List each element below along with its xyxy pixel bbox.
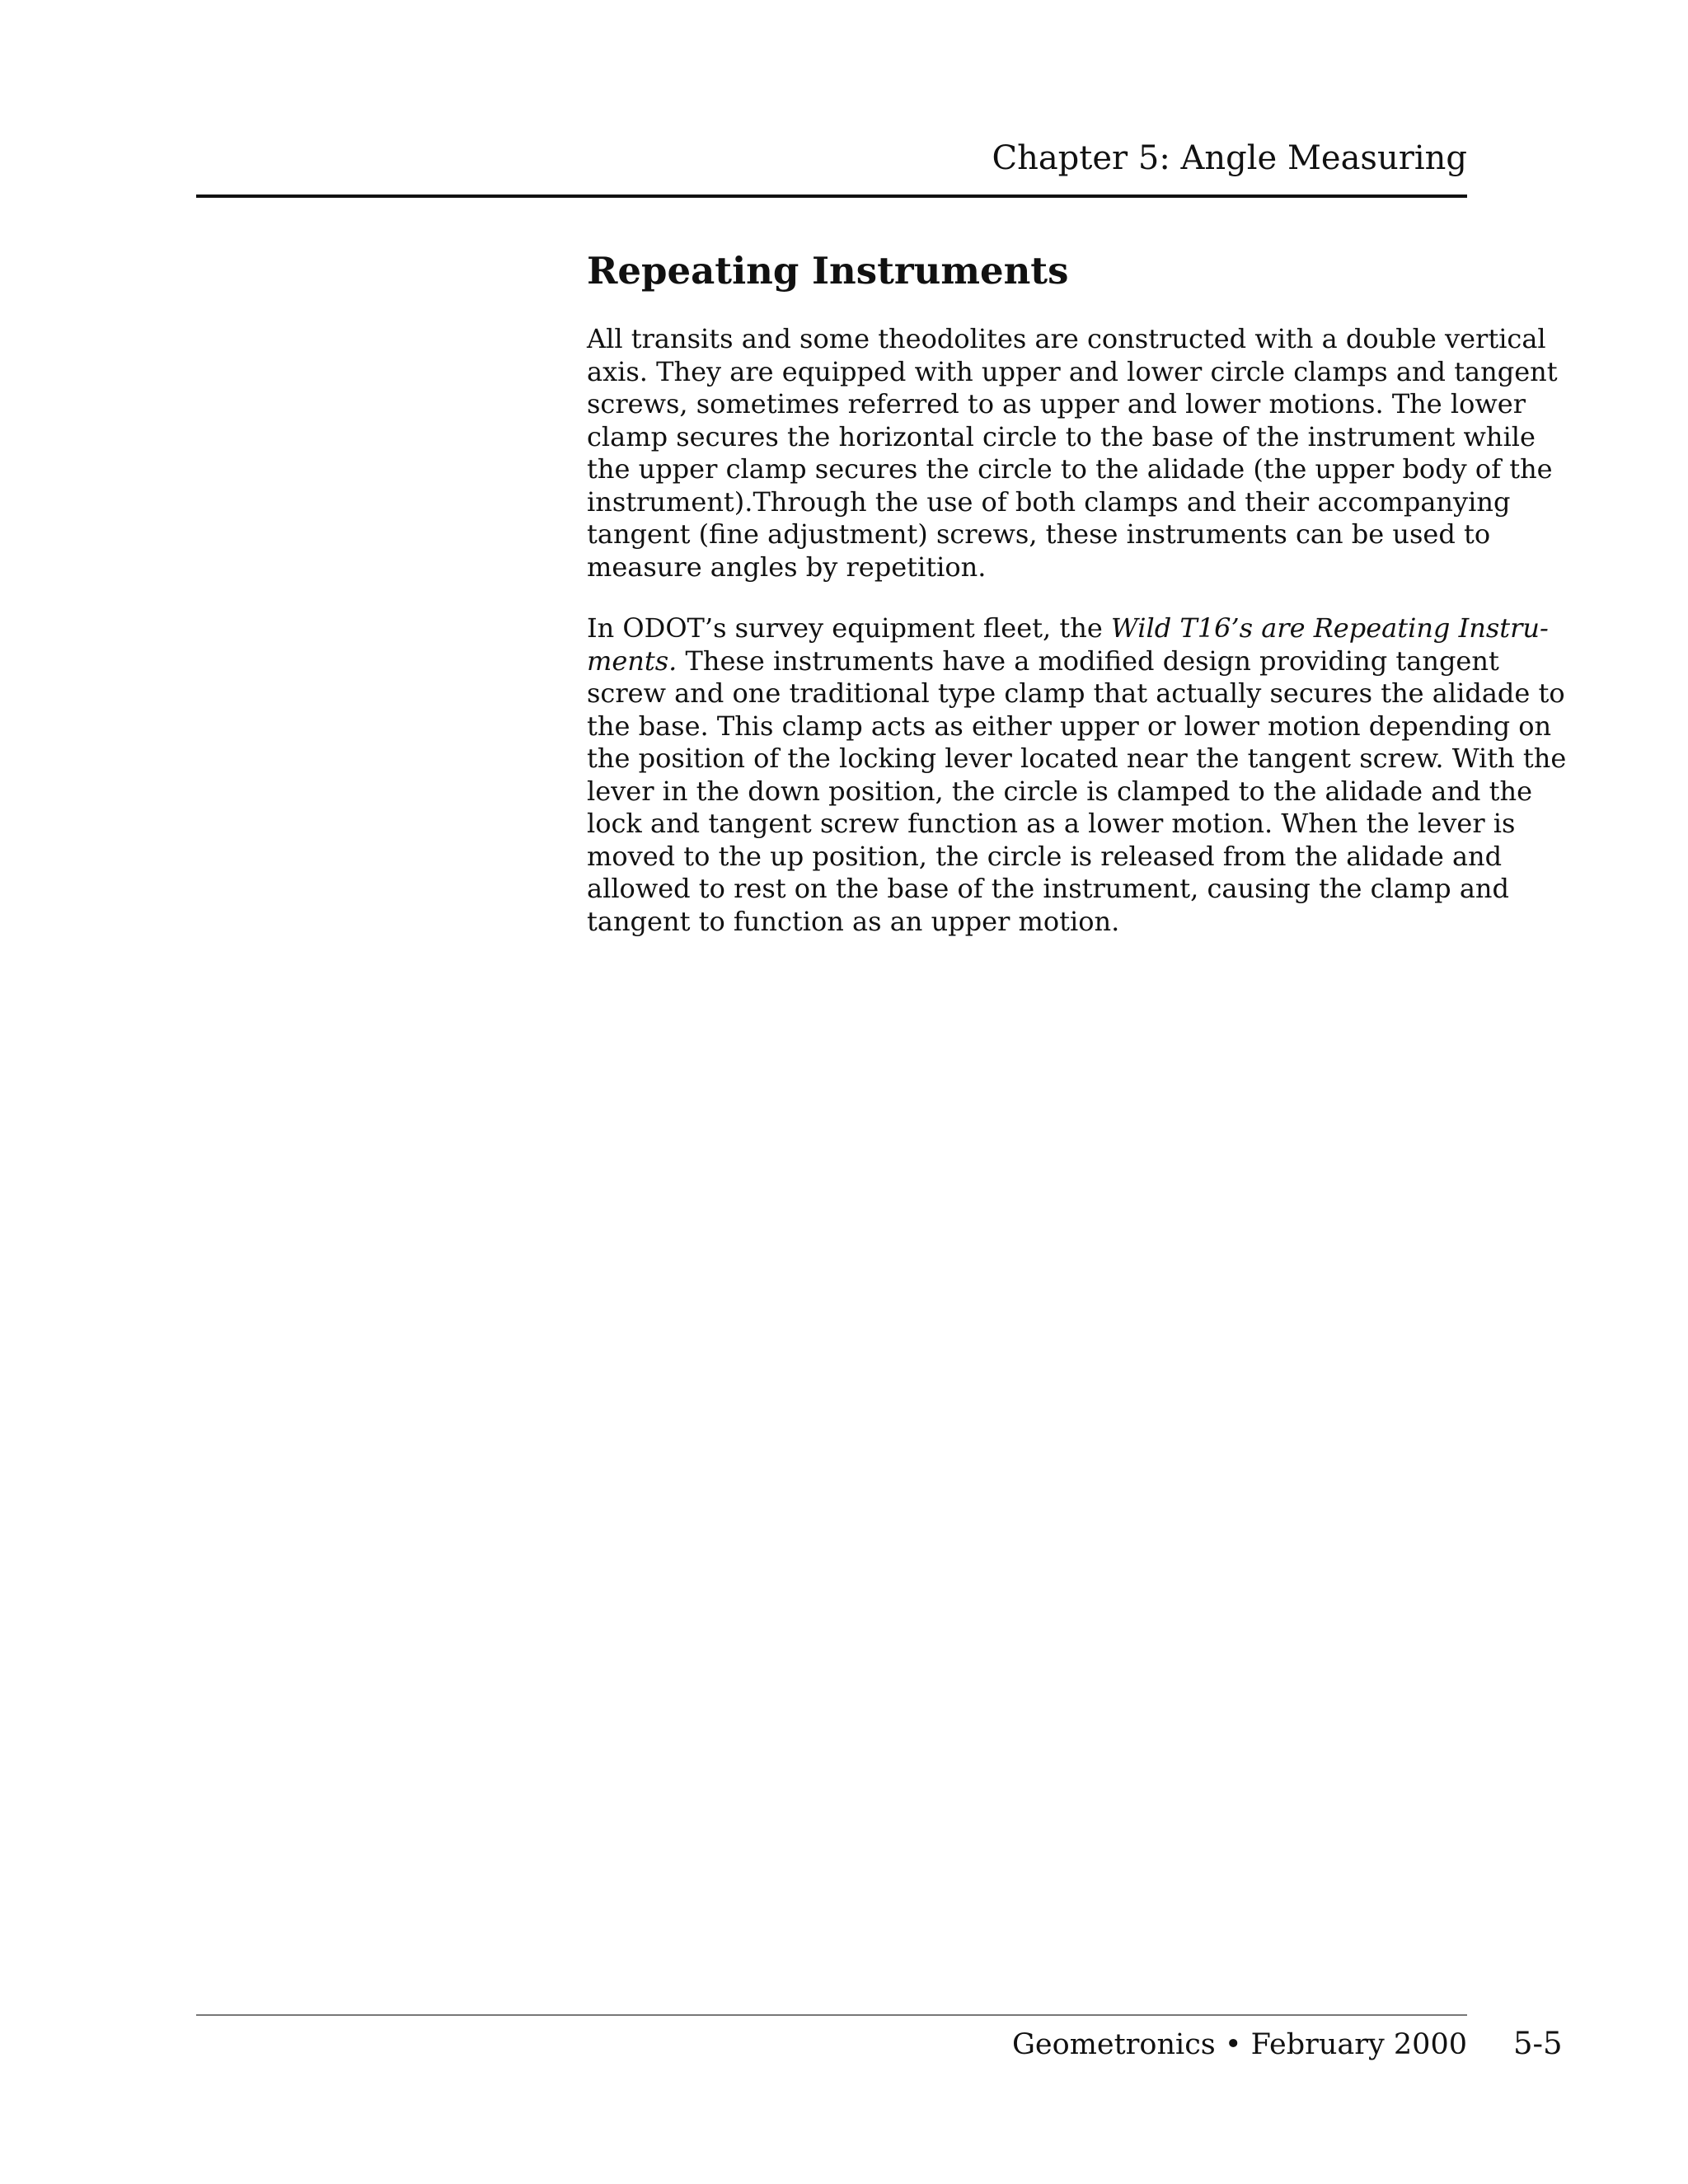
page-footer (196, 2027, 1467, 2069)
page-header (196, 132, 1467, 198)
paragraph-line: lever in the down position, the circle is clamped to the alidade and the (587, 775, 1532, 807)
paragraph-line: allowed to rest on the base of the instrument, causing the clamp and (587, 873, 1509, 904)
line-text: These instruments have a modified design providing tangent (677, 644, 1499, 677)
paragraph-line: the upper clamp secures the circle to the alidade (the upper body of the (587, 453, 1553, 485)
header-rule (196, 194, 1467, 198)
paragraph-line: All transits and some theodolites are constructed with a double vertical (587, 323, 1546, 354)
paragraph-line: tangent to function as an upper motion. (587, 905, 1120, 937)
paragraph-line: measure angles by repetition. (587, 551, 987, 583)
paragraph-odot-fleet (587, 612, 1567, 938)
chapter-title: Chapter 5: Angle Measuring (992, 139, 1467, 177)
paragraph-line (587, 644, 1499, 678)
paragraph-line: tangent (fine adjustment) screws, these instruments can be used to (587, 518, 1491, 550)
paragraph-line (587, 612, 1549, 645)
page-number: 5-5 (1513, 2026, 1563, 2061)
paragraph-line: clamp secures the horizontal circle to the base of the instrument while (587, 420, 1536, 452)
line-text: In ODOT’s survey equipment fleet, the (587, 612, 1111, 644)
main-content (587, 249, 1567, 967)
paragraph-line: the base. This clamp acts as either upper or lower motion depending on (587, 710, 1552, 742)
paragraph-line: moved to the up position, the circle is released from the alidade and (587, 840, 1503, 872)
paragraph-repeating-instruments-intro (587, 323, 1558, 583)
footer-publisher-date: Geometronics • February 2000 (1011, 2028, 1467, 2061)
paragraph-line: axis. They are equipped with upper and lower circle clamps and tangent (587, 355, 1558, 387)
paragraph-line: lock and tangent screw function as a lower motion. When the lever is (587, 808, 1516, 839)
paragraph-line: screws, sometimes referred to as upper and lower motions. The lower (587, 388, 1526, 419)
footer-rule (196, 2014, 1467, 2016)
paragraph-line: instrument).Through the use of both clamps and their accompanying (587, 485, 1511, 518)
paragraph-line: screw and one traditional type clamp that actually secures the alidade to (587, 677, 1565, 709)
italic-emphasis: ments. (587, 644, 678, 677)
section-heading: Repeating Instruments (587, 249, 1069, 293)
paragraph-line: the position of the locking lever located near the tangent screw. With the (587, 743, 1567, 774)
italic-emphasis: Wild T16’s are Repeating Instru- (1110, 612, 1549, 644)
